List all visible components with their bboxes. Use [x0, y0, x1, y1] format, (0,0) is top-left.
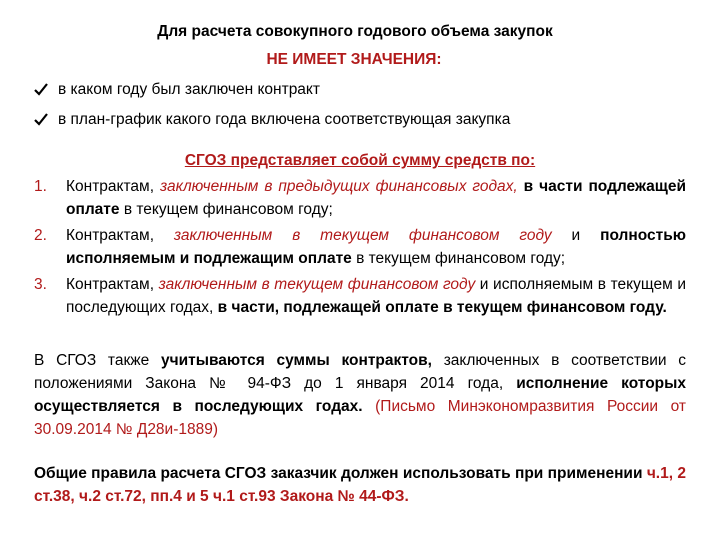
- list-item-text: Контрактам,: [66, 276, 159, 293]
- paragraph-text: заключенных в соответствии с положениями Закона № 94-ФЗ до 1 января 2014 года,: [34, 352, 686, 392]
- list-item-emphasis: заключенным в предыдущих финансовых годах,: [159, 178, 518, 195]
- list-item-text: в текущем финансовом году;: [119, 201, 333, 218]
- list-item-bold: в части подлежащей оплате: [66, 178, 686, 218]
- list-item-text: и: [551, 227, 601, 244]
- list-item-number: 1.: [34, 178, 47, 195]
- list-item-bold: полностью исполняемым и подлежащим оплате: [66, 227, 686, 267]
- note-paragraph: [34, 349, 686, 441]
- list-item-bold: в части, подлежащей оплате в текущем финансовом году.: [217, 299, 667, 316]
- paragraph-bold: исполнение которых осуществляется в последующих годах.: [34, 375, 686, 415]
- list-item: [34, 175, 686, 221]
- list-item-number: 2.: [34, 227, 47, 244]
- list-item-number: 3.: [34, 276, 47, 293]
- list-item-text: и исполняемым в текущем и последующих годах,: [66, 276, 686, 316]
- list-item-emphasis: заключенным в текущем финансовом году: [158, 276, 476, 293]
- numbered-list: [34, 175, 686, 322]
- list-item-text: Контрактам,: [66, 227, 174, 244]
- checkmark-icon: [34, 83, 48, 96]
- check-item-text: в план-график какого года включена соответствующая закупка: [58, 111, 511, 128]
- paragraph-text: В СГОЗ также: [34, 352, 161, 369]
- law-reference: ч.1, 2 ст.38, ч.2 ст.72, пп.4 и 5 ч.1 ст.93 Закона № 44-ФЗ.: [34, 465, 686, 505]
- checkmark-icon: [34, 113, 48, 126]
- paragraph-bold: учитываются суммы контрактов,: [160, 352, 432, 369]
- paragraph-bold: Общие правила расчета СГОЗ заказчик должен использовать при применении: [34, 465, 647, 482]
- page-subtitle: НЕ ИМЕЕТ ЗНАЧЕНИЯ:: [266, 51, 442, 68]
- check-item-text: в каком году был заключен контракт: [58, 81, 320, 98]
- list-item: [34, 224, 686, 270]
- rules-paragraph: [34, 462, 686, 508]
- list-item-text: в текущем финансовом году;: [351, 250, 566, 267]
- list-item-emphasis: заключенным в текущем финансовом году: [173, 227, 552, 244]
- check-item: [34, 110, 694, 130]
- list-item: [34, 273, 686, 319]
- list-item-text: Контрактам,: [66, 178, 160, 195]
- check-list: [34, 80, 694, 140]
- page-title: Для расчета совокупного годового объема закупок: [157, 23, 553, 40]
- section-heading: СГОЗ представляет собой сумму средств по:: [184, 152, 536, 169]
- reference-text: (Письмо Минэкономразвития России от 30.09.2014 № Д28и-1889): [34, 398, 686, 438]
- check-item: [34, 80, 694, 100]
